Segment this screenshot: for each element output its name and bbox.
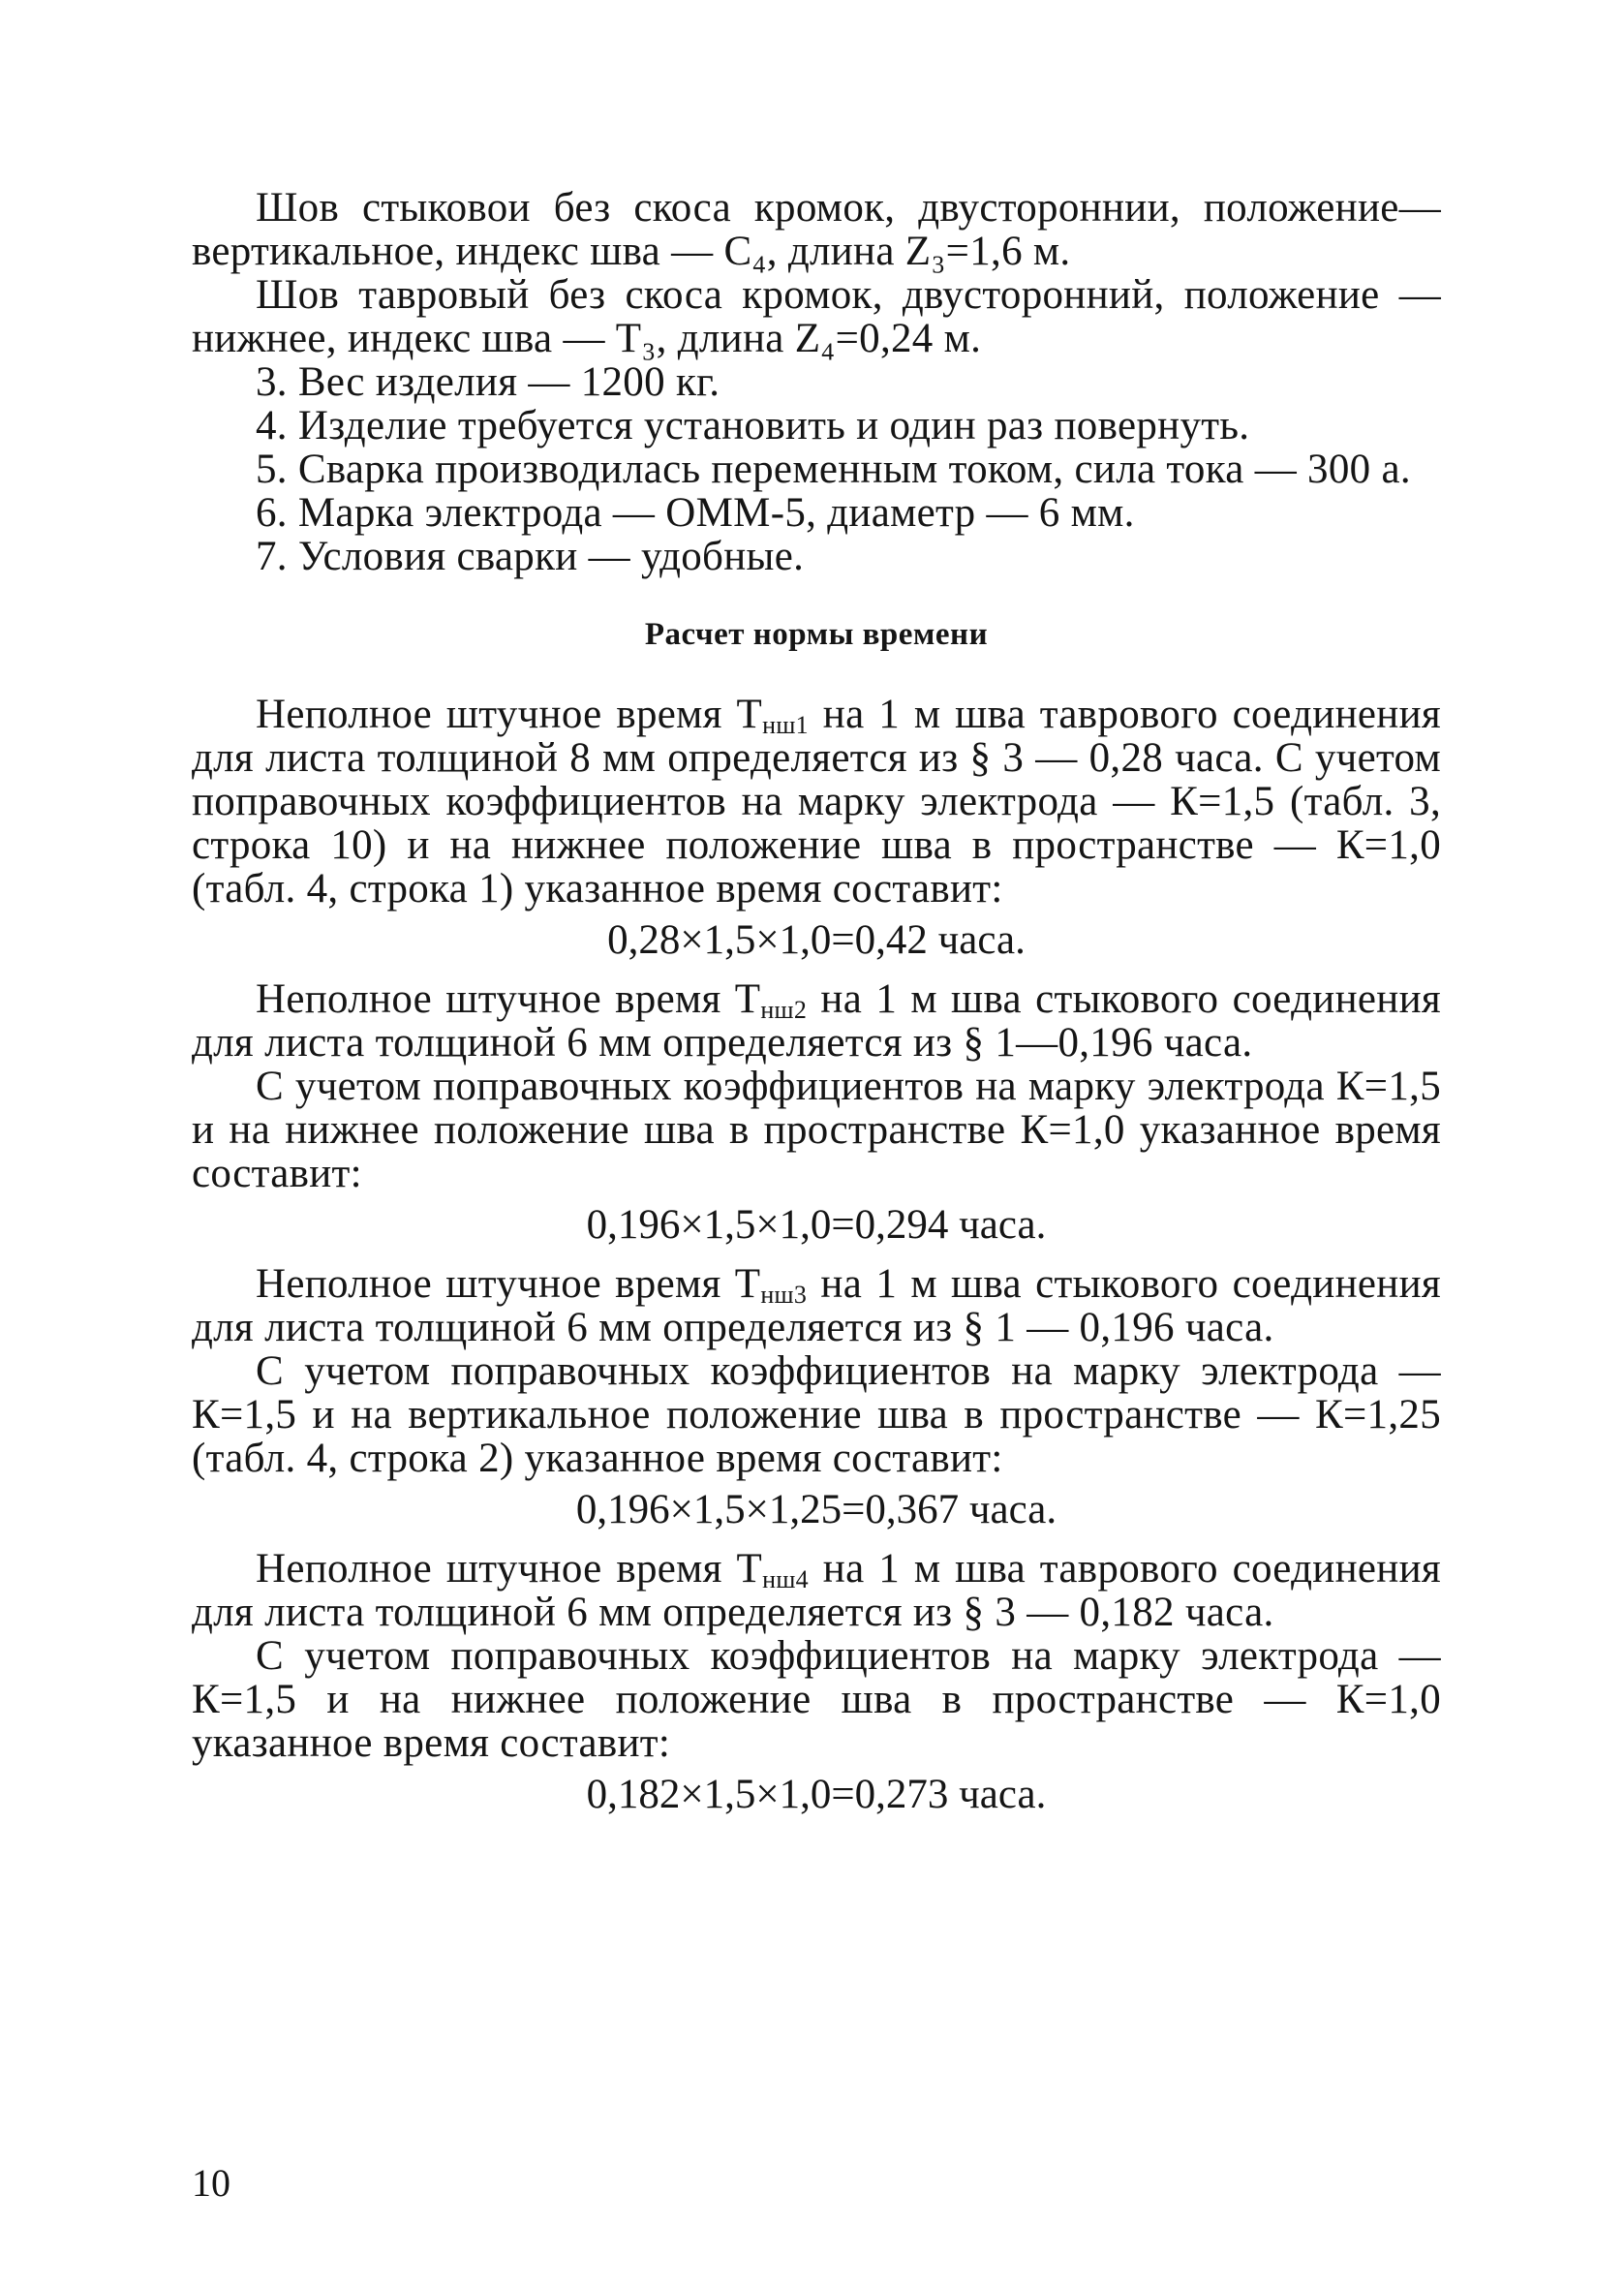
paragraph-calc-4: Неполное штучное время $Т_{нш3}$ на 1 м шва стыкового соединения для листа толщиной 6 мм определяется из § 1 — 0,196 часа. [192, 1261, 1441, 1350]
paragraph-calc-3: С учетом поправочных коэффициентов на марку электрода К=1,5 и на нижнее положение шва в пространстве К=1,0 указанное время составит: [192, 1064, 1441, 1196]
formula-1: 0,28×1,5×1,0=0,42 часа. [607, 917, 1026, 963]
paragraph-calc-7: С учетом поправочных коэффициентов на марку электрода — К=1,5 и на нижнее положение шва в пространстве — К=1,0 указанное время составит: [192, 1633, 1441, 1766]
list-item-current: 5. Сварка производилась переменным током, сила тока — 300 а. [256, 447, 1411, 492]
paragraph-calc-1: Неполное штучное время $Т_{нш1}$ на 1 м шва таврового соединения для листа толщиной 8 мм определяется из § 3 — 0,28 часа. С учетом поправочных коэффициентов на марку электрода — К=1,5 (табл. 3, строка 10) и на нижнее положение шва в пространстве — К=1,0 (табл. 4, строка 1) указанное время составит: [192, 692, 1442, 912]
paragraph-butt-weld: Шов стыковои без скоса кромок, двустороннии, положение— вертикальное, индекс шва — С₄, длина Z₃=1,6 м. [192, 185, 1441, 274]
text-block [192, 186, 1441, 1832]
formula-4: 0,182×1,5×1,0=0,273 часа. [586, 1772, 1047, 1817]
list-item-weight: 3. Вес изделия — 1200 кг. [256, 359, 720, 405]
formula-3: 0,196×1,5×1,25=0,367 часа. [575, 1487, 1057, 1532]
list-item-conditions: 7. Условия сварки — удобные. [256, 534, 805, 579]
page-number: 10 [192, 2161, 230, 2205]
list-item-rotate: 4. Изделие требуется установить и один раз повернуть. [256, 403, 1250, 448]
section-heading: Расчет нормы времени [644, 617, 989, 652]
paragraph-calc-6: Неполное штучное время $Т_{нш4}$ на 1 м шва таврового соединения для листа толщиной 6 мм определяется из § 3 — 0,182 часа. [192, 1546, 1442, 1635]
paragraph-calc-5: С учетом поправочных коэффициентов на марку электрода — К=1,5 и на вертикальное положение шва в пространстве — К=1,25 (табл. 4, строка 2) указанное время составит: [192, 1348, 1441, 1481]
paragraph-calc-2: Неполное штучное время $Т_{нш2}$ на 1 м шва стыкового соединения для листа толщиной 6 мм определяется из § 1—0,196 часа. [192, 976, 1441, 1066]
list-item-electrode: 6. Марка электрода — ОММ-5, диаметр — 6 мм. [256, 490, 1135, 536]
formula-2: 0,196×1,5×1,0=0,294 часа. [586, 1202, 1047, 1248]
paragraph-t-weld: Шов тавровый без скоса кромок, двусторонний, положение — нижнее, индекс шва — Т₃, длина Z₄=0,24 м. [192, 272, 1441, 361]
